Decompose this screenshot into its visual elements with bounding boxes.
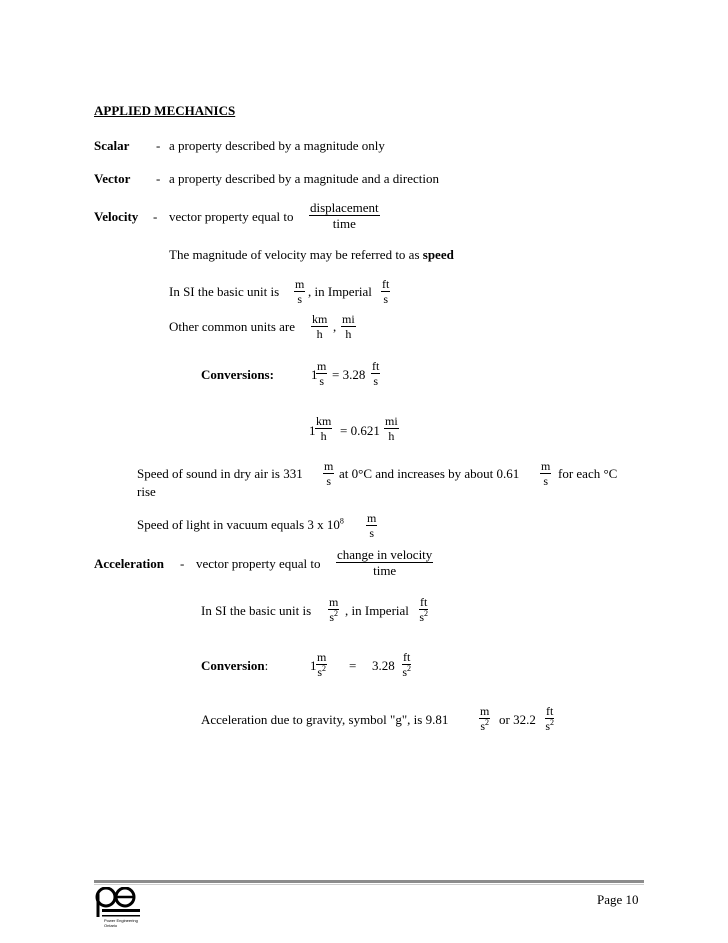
unit-km-h	[311, 313, 328, 340]
unit-numerator: ft	[546, 704, 554, 718]
unit-exponent: 2	[334, 609, 338, 618]
velocity-imperial-unit	[381, 278, 390, 305]
conversion-1-unit	[316, 360, 327, 387]
scalar-definition: a property described by a magnitude only	[169, 138, 385, 153]
conversion-1-value: = 3.28	[332, 367, 366, 382]
acceleration-imperial-unit	[419, 596, 428, 623]
velocity-fraction	[309, 201, 380, 230]
unit-base: s	[329, 610, 334, 624]
velocity-term: Velocity	[94, 209, 139, 224]
unit-numerator: ft	[382, 277, 390, 291]
unit-denominator: s	[319, 374, 324, 388]
unit-numerator: m	[541, 459, 551, 473]
sound-unit-2	[540, 460, 551, 487]
acceleration-fraction	[336, 548, 433, 577]
acceleration-definition: vector property equal to	[196, 556, 321, 571]
sound-unit-1	[323, 460, 334, 487]
vector-definition: a property described by a magnitude and a direction	[169, 171, 440, 186]
unit-numerator: ft	[372, 359, 380, 373]
unit-numerator: m	[329, 595, 339, 609]
unit-denominator	[402, 665, 411, 678]
acceleration-conversion-one: 1	[310, 658, 317, 673]
sound-text-4: rise	[137, 484, 156, 499]
speed-note-text: The magnitude of velocity may be referred to as	[169, 247, 420, 262]
conversion-2-value: = 0.621	[340, 423, 380, 438]
unit-numerator: km	[316, 414, 332, 428]
unit-base: s	[480, 719, 485, 733]
unit-denominator	[317, 665, 326, 678]
acceleration-conversion-equals: =	[349, 658, 357, 673]
unit-exponent: 2	[550, 718, 554, 727]
unit-denominator: s	[543, 474, 548, 488]
fraction-numerator: change in velocity	[337, 547, 433, 562]
acceleration-conversion-unit	[316, 651, 327, 678]
fraction-denominator: time	[332, 216, 356, 231]
velocity-si-text: In SI the basic unit is	[169, 284, 280, 299]
unit-denominator: s	[297, 292, 302, 306]
acceleration-imperial-text: , in Imperial	[345, 603, 409, 618]
speed-word: speed	[422, 247, 454, 262]
velocity-imperial-text: , in Imperial	[308, 284, 372, 299]
acceleration-conversion-value: 3.28	[372, 658, 395, 673]
unit-denominator	[419, 610, 428, 623]
unit-numerator: m	[367, 511, 377, 525]
publisher-logo	[94, 887, 142, 933]
conversion-1-result-unit	[371, 360, 380, 387]
unit-numerator: km	[312, 312, 328, 326]
gravity-or-text: or 32.2	[499, 712, 536, 727]
footer-rule-thin	[94, 884, 644, 885]
unit-numerator: mi	[385, 414, 398, 428]
footer-rule	[94, 880, 644, 883]
unit-exponent: 2	[407, 664, 411, 673]
acceleration-conversion-label	[201, 659, 268, 672]
unit-denominator	[545, 719, 554, 732]
conversion-2-result-unit	[384, 415, 399, 442]
unit-denominator: h	[316, 327, 323, 341]
unit-numerator: ft	[420, 595, 428, 609]
other-units-text: Other common units are	[169, 319, 295, 334]
light-exponent: 8	[339, 516, 344, 526]
fraction-numerator: displacement	[310, 200, 379, 215]
scalar-term: Scalar	[94, 138, 130, 153]
unit-exponent: 2	[322, 664, 326, 673]
unit-denominator	[329, 610, 338, 623]
unit-comma: ,	[333, 319, 337, 334]
sound-text-1: Speed of sound in dry air is 331	[137, 466, 303, 481]
unit-numerator: m	[480, 704, 490, 718]
unit-denominator: s	[383, 292, 388, 306]
unit-numerator: m	[317, 359, 327, 373]
unit-denominator: h	[388, 429, 395, 443]
velocity-si-unit	[294, 278, 305, 305]
gravity-unit-si	[479, 705, 490, 732]
sound-text-3: for each °C	[558, 466, 618, 481]
scalar-dash: -	[156, 138, 161, 153]
unit-numerator: m	[324, 459, 334, 473]
light-text	[137, 518, 344, 531]
velocity-dash: -	[153, 209, 158, 224]
vector-term: Vector	[94, 171, 131, 186]
page-title: APPLIED MECHANICS	[94, 103, 236, 118]
light-unit	[366, 512, 377, 539]
unit-base: s	[402, 665, 407, 679]
unit-denominator: h	[345, 327, 352, 341]
conversions-label: Conversions:	[201, 367, 274, 382]
light-text-main: Speed of light in vacuum equals 3 x 10	[137, 517, 340, 532]
unit-denominator: s	[373, 374, 378, 388]
conversion-label-word: Conversion	[201, 658, 265, 673]
conversion-label-colon: :	[264, 658, 269, 673]
fraction-denominator: time	[373, 563, 397, 578]
unit-base: s	[419, 610, 424, 624]
acceleration-dash: -	[180, 556, 185, 571]
sound-text-2: at 0°C and increases by about 0.61	[339, 466, 520, 481]
unit-mi-h	[341, 313, 356, 340]
acceleration-si-unit	[328, 596, 339, 623]
speed-note	[169, 248, 454, 261]
unit-exponent: 2	[424, 609, 428, 618]
vector-dash: -	[156, 171, 161, 186]
conversion-1-one: 1	[311, 367, 318, 382]
conversion-2-unit	[315, 415, 332, 442]
acceleration-conversion-result-unit	[402, 651, 411, 678]
unit-base: s	[317, 665, 322, 679]
unit-numerator: mi	[342, 312, 355, 326]
unit-denominator	[480, 719, 489, 732]
unit-numerator: m	[295, 277, 305, 291]
unit-numerator: m	[317, 650, 327, 664]
unit-base: s	[545, 719, 550, 733]
page-number: Page 10	[597, 892, 639, 907]
velocity-definition: vector property equal to	[169, 209, 294, 224]
acceleration-si-text: In SI the basic unit is	[201, 603, 312, 618]
unit-denominator: s	[369, 526, 374, 540]
gravity-text: Acceleration due to gravity, symbol "g", is 9.81	[201, 712, 449, 727]
unit-exponent: 2	[485, 718, 489, 727]
unit-denominator: s	[326, 474, 331, 488]
conversion-2-one: 1	[309, 423, 316, 438]
gravity-unit-imperial	[545, 705, 554, 732]
unit-numerator: ft	[403, 650, 411, 664]
logo-small-text: Power Engineering Ontario	[104, 919, 138, 928]
acceleration-term: Acceleration	[94, 556, 165, 571]
unit-denominator: h	[320, 429, 327, 443]
